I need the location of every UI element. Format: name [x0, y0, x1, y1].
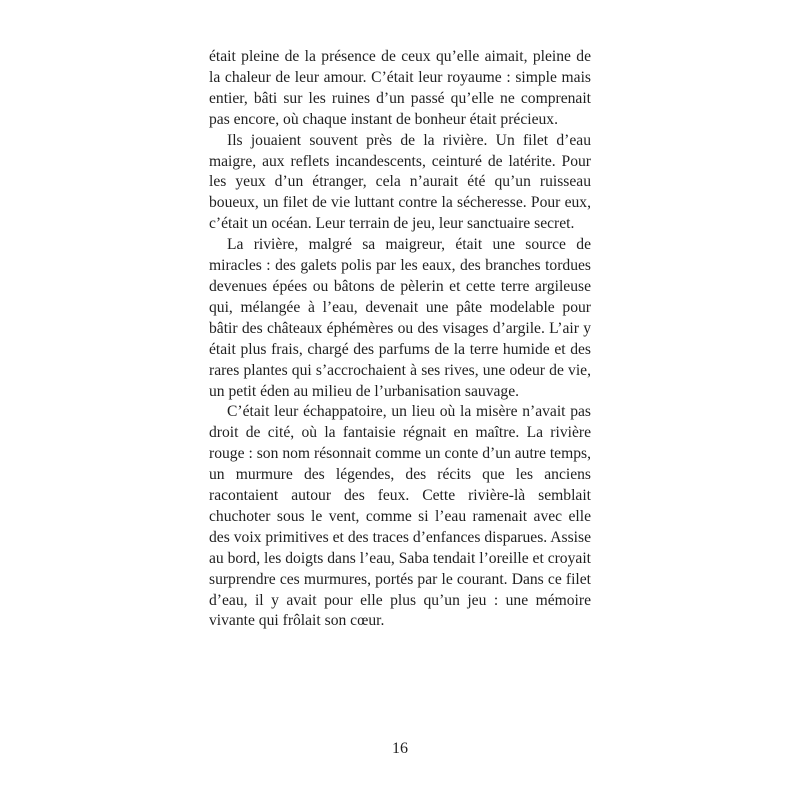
- paragraph-river: Ils jouaient souvent près de la rivière. Un filet d’eau maigre, aux reflets incandescents, ceinturé de latérite. Pour les yeux d’un étranger, cela n’aurait été qu’un ruisseau boueux, un filet de vie luttant contre la sécheresse. Pour eux, c’était un océan. Leur terrain de jeu, leur sanctuaire secret.: [209, 131, 591, 233]
- body-text: [209, 47, 591, 632]
- paragraph-escape: C’était leur échappatoire, un lieu où la misère n’avait pas droit de cité, où la fantaisie régnait en maître. La rivière rouge : son nom résonnait comme un conte d’un autre temps, un murmure des légendes, des récits que les anciens racontaient autour des feux. Cette rivière-là semblait chuchoter sous le vent, comme si l’eau ramenait avec elle des voix primitives et des traces d’enfances disparues. Assise au bord, les doigts dans l’eau, Saba tendait l’oreille et croyait surprendre ces murmures, portés par le courant. Dans ce filet d’eau, il y avait pour elle plus qu’un jeu : une mémoire vivante qui frôlait son cœur.: [209, 403, 591, 630]
- page-number: 16: [392, 740, 408, 757]
- paragraph-miracles: La rivière, malgré sa maigreur, était une source de miracles : des galets polis par les eaux, des branches tordues devenues épées ou bâtons de pèlerin et cette terre argileuse qui, mélangée à l’eau, devenait une pâte modelable pour bâtir des châteaux éphémères ou des visages d’argile. L’air y était plus frais, chargé des parfums de la terre humide et des rares plantes qui s’accrochaient à ses rives, une odeur de vie, un petit éden au milieu de l’urbanisation sauvage.: [209, 236, 591, 400]
- paragraph-continuation: était pleine de la présence de ceux qu’elle aimait, pleine de la chaleur de leur amour. C’était leur royaume : simple mais entier, bâti sur les ruines d’un passé qu’elle ne comprenait pas encore, où chaque instant de bonheur était précieux.: [209, 48, 591, 128]
